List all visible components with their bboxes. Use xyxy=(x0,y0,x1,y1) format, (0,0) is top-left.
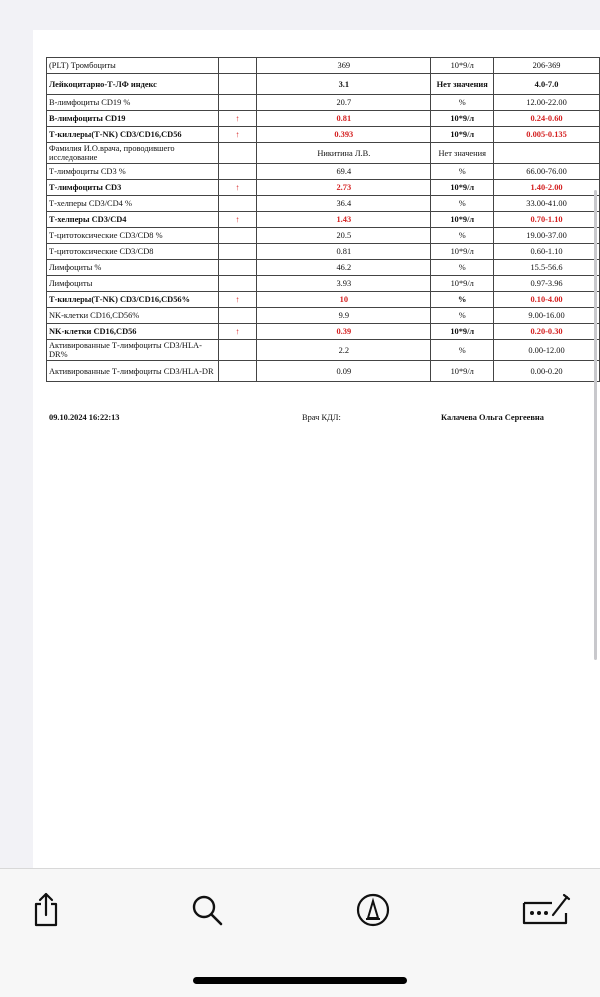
value-cell: 36.4 xyxy=(257,196,431,212)
value-cell: 20.7 xyxy=(257,95,431,111)
test-name-cell: Лимфоциты xyxy=(47,276,219,292)
value-cell: 0.09 xyxy=(257,361,431,382)
test-name-cell: В-лимфоциты CD19 % xyxy=(47,95,219,111)
bottom-toolbar xyxy=(0,868,600,997)
table-row xyxy=(47,196,600,212)
lab-results-table xyxy=(46,57,600,382)
test-name-cell: Фамилия И.О.врача, проводившего исследование xyxy=(47,143,219,164)
doctor-label: Врач КДЛ: xyxy=(302,413,341,422)
flag-cell xyxy=(218,196,257,212)
test-name-cell: Т-лимфоциты CD3 xyxy=(47,180,219,196)
flag-cell: ↑ xyxy=(218,324,257,340)
reference-range-cell: 0.005-0.135 xyxy=(494,127,600,143)
table-row xyxy=(47,244,600,260)
value-cell: 0.81 xyxy=(257,111,431,127)
doctor-name: Калачева Ольга Сергеевна xyxy=(441,413,544,422)
document-page xyxy=(33,30,600,868)
value-cell: 69.4 xyxy=(257,164,431,180)
table-row xyxy=(47,340,600,361)
unit-cell: 10*9/л xyxy=(431,111,494,127)
value-cell: 3.93 xyxy=(257,276,431,292)
unit-cell: 10*9/л xyxy=(431,361,494,382)
unit-cell: % xyxy=(431,95,494,111)
test-name-cell: Лейкоцитарно-Т-ЛФ индекс xyxy=(47,74,219,95)
unit-cell: % xyxy=(431,260,494,276)
unit-cell: 10*9/л xyxy=(431,212,494,228)
flag-cell xyxy=(218,74,257,95)
table-row xyxy=(47,308,600,324)
unit-cell: Нет значения xyxy=(431,143,494,164)
test-name-cell: Активированные Т-лимфоциты CD3/HLA-DR% xyxy=(47,340,219,361)
value-cell: 2.73 xyxy=(257,180,431,196)
reference-range-cell: 0.00-12.00 xyxy=(494,340,600,361)
reference-range-cell: 66.00-76.00 xyxy=(494,164,600,180)
unit-cell: % xyxy=(431,292,494,308)
flag-cell xyxy=(218,58,257,74)
table-row xyxy=(47,58,600,74)
flag-cell xyxy=(218,95,257,111)
value-cell: 0.81 xyxy=(257,244,431,260)
unit-cell: 10*9/л xyxy=(431,276,494,292)
flag-cell xyxy=(218,308,257,324)
table-row xyxy=(47,276,600,292)
home-indicator xyxy=(193,977,407,984)
unit-cell: 10*9/л xyxy=(431,244,494,260)
table-row xyxy=(47,143,600,164)
flag-cell: ↑ xyxy=(218,111,257,127)
value-cell: 2.2 xyxy=(257,340,431,361)
unit-cell: % xyxy=(431,196,494,212)
test-name-cell: Т-лимфоциты CD3 % xyxy=(47,164,219,180)
reference-range-cell: 4.0-7.0 xyxy=(494,74,600,95)
reference-range-cell: 1.40-2.00 xyxy=(494,180,600,196)
table-row xyxy=(47,164,600,180)
reference-range-cell: 0.70-1.10 xyxy=(494,212,600,228)
report-datetime: 09.10.2024 16:22:13 xyxy=(49,413,120,422)
test-name-cell: NK-клетки CD16,CD56 xyxy=(47,324,219,340)
unit-cell: % xyxy=(431,308,494,324)
unit-cell: % xyxy=(431,228,494,244)
table-row xyxy=(47,74,600,95)
table-row xyxy=(47,212,600,228)
reference-range-cell: 33.00-41.00 xyxy=(494,196,600,212)
flag-cell xyxy=(218,361,257,382)
test-name-cell: Лимфоциты % xyxy=(47,260,219,276)
reference-range-cell: 0.00-0.20 xyxy=(494,361,600,382)
test-name-cell: Активированные Т-лимфоциты CD3/HLA-DR xyxy=(47,361,219,382)
value-cell: 3.1 xyxy=(257,74,431,95)
unit-cell: 10*9/л xyxy=(431,127,494,143)
reference-range-cell: 19.00-37.00 xyxy=(494,228,600,244)
report-footer xyxy=(49,413,569,425)
unit-cell: % xyxy=(431,340,494,361)
flag-cell xyxy=(218,340,257,361)
reference-range-cell: 206-369 xyxy=(494,58,600,74)
unit-cell: Нет значения xyxy=(431,74,494,95)
test-name-cell: Т-хелперы CD3/CD4 % xyxy=(47,196,219,212)
flag-cell: ↑ xyxy=(218,180,257,196)
test-name-cell: Т-цитотоксические CD3/CD8 % xyxy=(47,228,219,244)
unit-cell: 10*9/л xyxy=(431,180,494,196)
share-icon[interactable] xyxy=(30,891,62,934)
table-row xyxy=(47,180,600,196)
value-cell: 20.5 xyxy=(257,228,431,244)
flag-cell: ↑ xyxy=(218,292,257,308)
markup-icon[interactable] xyxy=(355,891,391,934)
test-name-cell: Т-киллеры(Т-NK) CD3/CD16,CD56% xyxy=(47,292,219,308)
reference-range-cell: 9.00-16.00 xyxy=(494,308,600,324)
reference-range-cell: 12.00-22.00 xyxy=(494,95,600,111)
flag-cell xyxy=(218,244,257,260)
test-name-cell: Т-хелперы CD3/CD4 xyxy=(47,212,219,228)
reference-range-cell: 0.97-3.96 xyxy=(494,276,600,292)
value-cell: 369 xyxy=(257,58,431,74)
flag-cell xyxy=(218,276,257,292)
test-name-cell: (PLT) Тромбоциты xyxy=(47,58,219,74)
scroll-indicator[interactable] xyxy=(594,190,597,660)
reference-range-cell xyxy=(494,143,600,164)
search-icon[interactable] xyxy=(189,891,225,934)
reference-range-cell: 15.5-56.6 xyxy=(494,260,600,276)
unit-cell: 10*9/л xyxy=(431,324,494,340)
flag-cell: ↑ xyxy=(218,212,257,228)
reference-range-cell: 0.10-4.00 xyxy=(494,292,600,308)
table-row xyxy=(47,324,600,340)
flag-cell xyxy=(218,228,257,244)
unit-cell: % xyxy=(431,164,494,180)
table-row xyxy=(47,361,600,382)
value-cell: 1.43 xyxy=(257,212,431,228)
table-row xyxy=(47,228,600,244)
test-name-cell: NK-клетки CD16,CD56% xyxy=(47,308,219,324)
reference-range-cell: 0.24-0.60 xyxy=(494,111,600,127)
table-row xyxy=(47,127,600,143)
value-cell: 46.2 xyxy=(257,260,431,276)
flag-cell xyxy=(218,143,257,164)
test-name-cell: Т-киллеры(Т-NK) CD3/CD16,CD56 xyxy=(47,127,219,143)
table-row xyxy=(47,292,600,308)
reference-range-cell: 0.20-0.30 xyxy=(494,324,600,340)
table-row xyxy=(47,111,600,127)
value-cell: 0.393 xyxy=(257,127,431,143)
unit-cell: 10*9/л xyxy=(431,58,494,74)
test-name-cell: В-лимфоциты CD19 xyxy=(47,111,219,127)
value-cell: Никитина Л.В. xyxy=(257,143,431,164)
value-cell: 10 xyxy=(257,292,431,308)
value-cell: 0.39 xyxy=(257,324,431,340)
value-cell: 9.9 xyxy=(257,308,431,324)
fill-sign-icon[interactable] xyxy=(522,891,572,934)
reference-range-cell: 0.60-1.10 xyxy=(494,244,600,260)
flag-cell xyxy=(218,164,257,180)
table-row xyxy=(47,260,600,276)
flag-cell: ↑ xyxy=(218,127,257,143)
table-row xyxy=(47,95,600,111)
test-name-cell: Т-цитотоксические CD3/CD8 xyxy=(47,244,219,260)
flag-cell xyxy=(218,260,257,276)
